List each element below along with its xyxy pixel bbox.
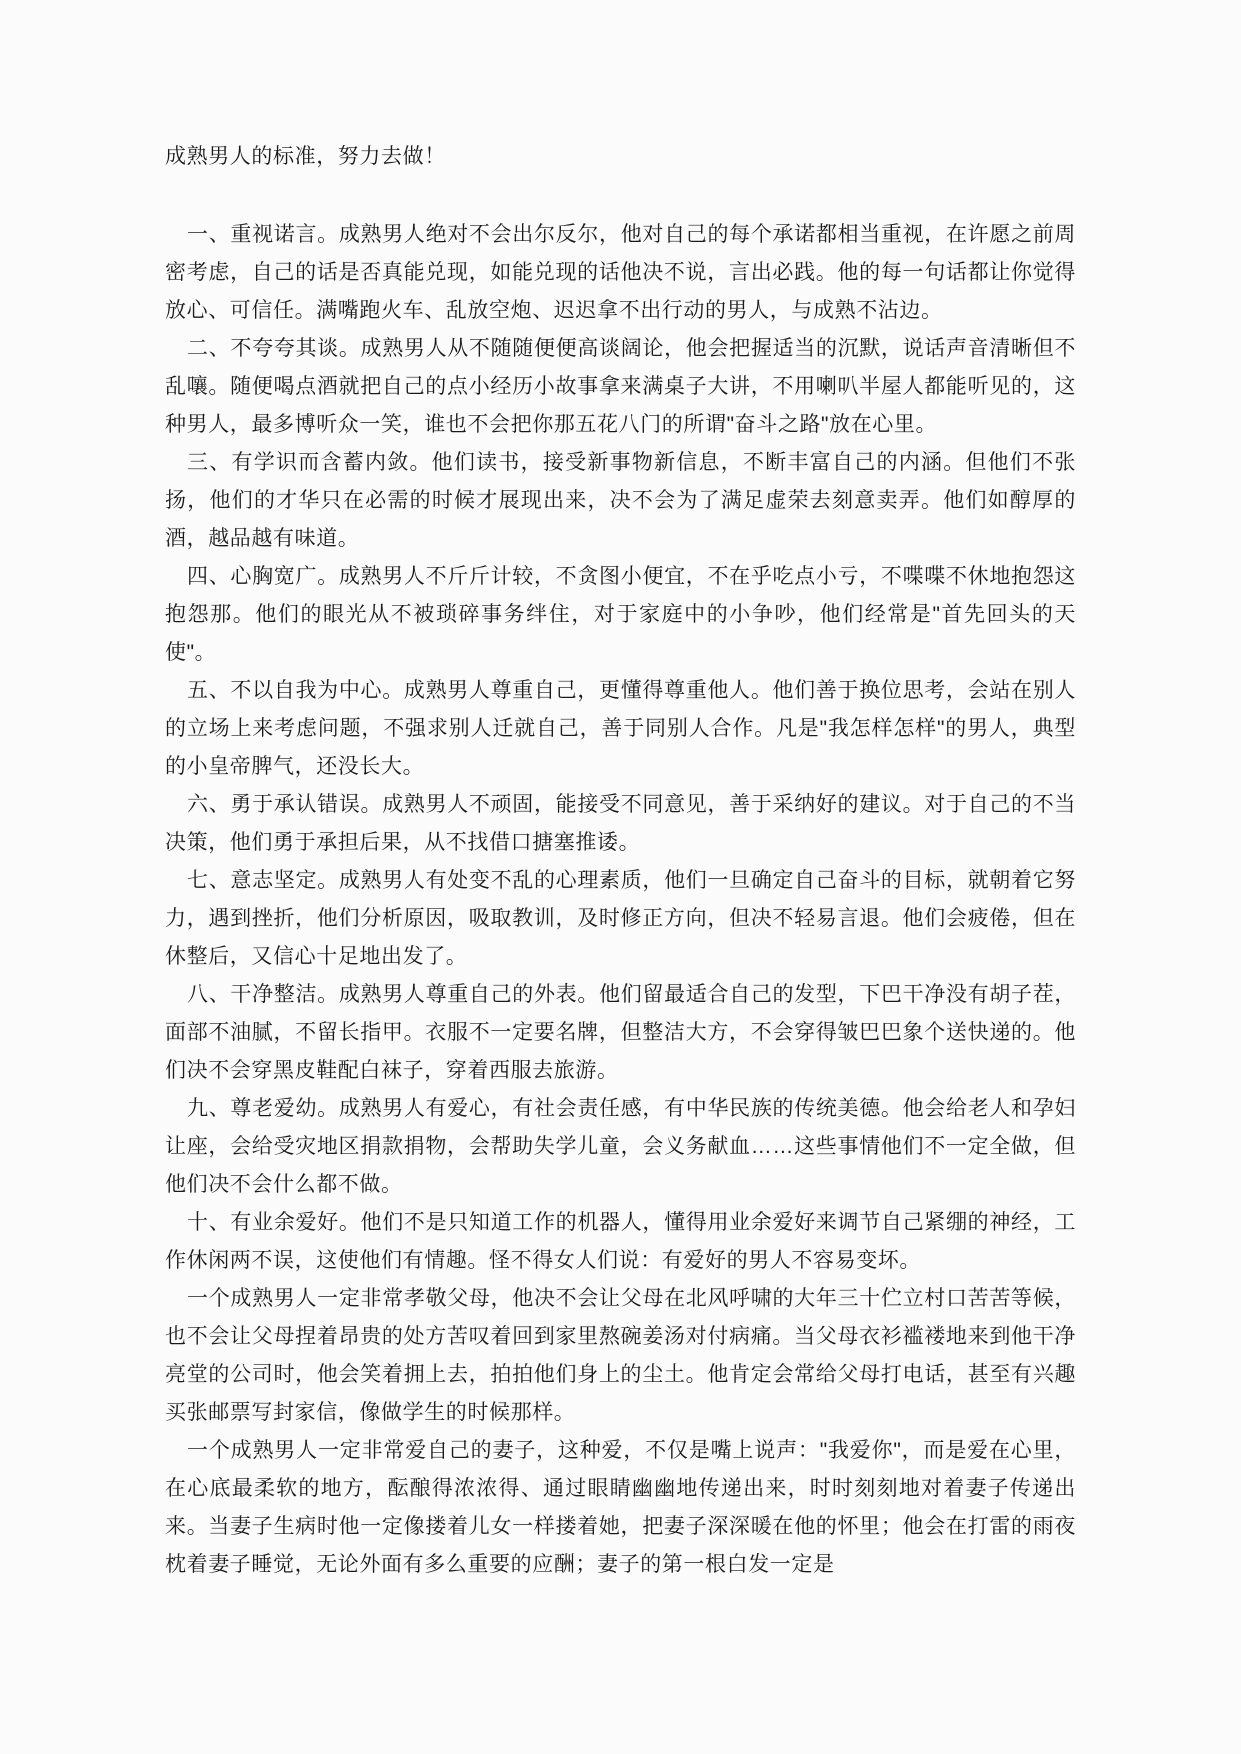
document-title: 成熟男人的标准，努力去做！ — [165, 145, 446, 168]
paragraph-10: 十、有业余爱好。他们不是只知道工作的机器人，懂得用业余爱好来调节自己紧绷的神经，工作休闲两不误，这使他们有情趣。怪不得女人们说：有爱好的男人不容易变坏。 — [165, 1211, 1076, 1272]
paragraph-8: 八、干净整洁。成熟男人尊重自己的外表。他们留最适合自己的发型，下巴干净没有胡子茬，面部不油腻，不留长指甲。衣服不一定要名牌，但整洁大方，不会穿得皱巴巴象个送快递的。他们决不会穿黑皮鞋配白袜子，穿着西服去旅游。 — [165, 983, 1076, 1082]
paragraph-9: 九、尊老爱幼。成熟男人有爱心，有社会责任感，有中华民族的传统美德。他会给老人和孕妇让座，会给受灾地区捐款捐物，会帮助失学儿童，会义务献血……这些事情他们不一定全做，但他们决不会什么都不做。 — [165, 1097, 1076, 1196]
document-content — [165, 138, 1076, 1584]
paragraph-7: 七、意志坚定。成熟男人有处变不乱的心理素质，他们一旦确定自己奋斗的目标，就朝着它努力，遇到挫折，他们分析原因，吸取教训，及时修正方向，但决不轻易言退。他们会疲倦，但在休整后，又信心十足地出发了。 — [165, 869, 1076, 968]
paragraph-4: 四、心胸宽广。成熟男人不斤斤计较，不贪图小便宜，不在乎吃点小亏，不喋喋不休地抱怨这抱怨那。他们的眼光从不被琐碎事务绊住，对于家庭中的小争吵，他们经常是"首先回头的天使"。 — [165, 565, 1076, 664]
paragraph-5: 五、不以自我为中心。成熟男人尊重自己，更懂得尊重他人。他们善于换位思考，会站在别人的立场上来考虑问题，不强求别人迁就自己，善于同别人合作。凡是"我怎样怎样"的男人，典型的小皇帝脾气，还没长大。 — [165, 679, 1076, 778]
paragraph-11: 一个成熟男人一定非常孝敬父母，他决不会让父母在北风呼啸的大年三十伫立村口苦苦等候，也不会让父母捏着昂贵的处方苦叹着回到家里熬碗姜汤对付病痛。当父母衣衫褴褛地来到他干净亮堂的公司时，他会笑着拥上去，拍拍他们身上的尘土。他肯定会常给父母打电话，甚至有兴趣买张邮票写封家信，像做学生的时候那样。 — [165, 1287, 1076, 1424]
paragraph-3: 三、有学识而含蓄内敛。他们读书，接受新事物新信息，不断丰富自己的内涵。但他们不张扬，他们的才华只在必需的时候才展现出来，决不会为了满足虚荣去刻意卖弄。他们如醇厚的酒，越品越有味道。 — [165, 451, 1076, 550]
paragraph-1: 一、重视诺言。成熟男人绝对不会出尔反尔，他对自己的每个承诺都相当重视，在许愿之前周密考虑，自己的话是否真能兑现，如能兑现的话他决不说，言出必践。他的每一句话都让你觉得放心、可信任。满嘴跑火车、乱放空炮、迟迟拿不出行动的男人，与成熟不沾边。 — [165, 223, 1076, 322]
paragraph-6: 六、勇于承认错误。成熟男人不顽固，能接受不同意见，善于采纳好的建议。对于自己的不当决策，他们勇于承担后果，从不找借口搪塞推诿。 — [165, 793, 1076, 854]
paragraph-12: 一个成熟男人一定非常爱自己的妻子，这种爱，不仅是嘴上说声："我爱你"，而是爱在心里，在心底最柔软的地方，酝酿得浓浓得、通过眼睛幽幽地传递出来，时时刻刻地对着妻子传递出来。当妻子生病时他一定像搂着儿女一样搂着她，把妻子深深暖在他的怀里；他会在打雷的雨夜枕着妻子睡觉，无论外面有多么重要的应酬；妻子的第一根白发一定是 — [165, 1439, 1076, 1576]
paragraph-2: 二、不夸夸其谈。成熟男人从不随随便便高谈阔论，他会把握适当的沉默，说话声音清晰但不乱嚷。随便喝点酒就把自己的点小经历小故事拿来满桌子大讲，不用喇叭半屋人都能听见的，这种男人，最多博听众一笑，谁也不会把你那五花八门的所谓"奋斗之路"放在心里。 — [165, 337, 1076, 436]
